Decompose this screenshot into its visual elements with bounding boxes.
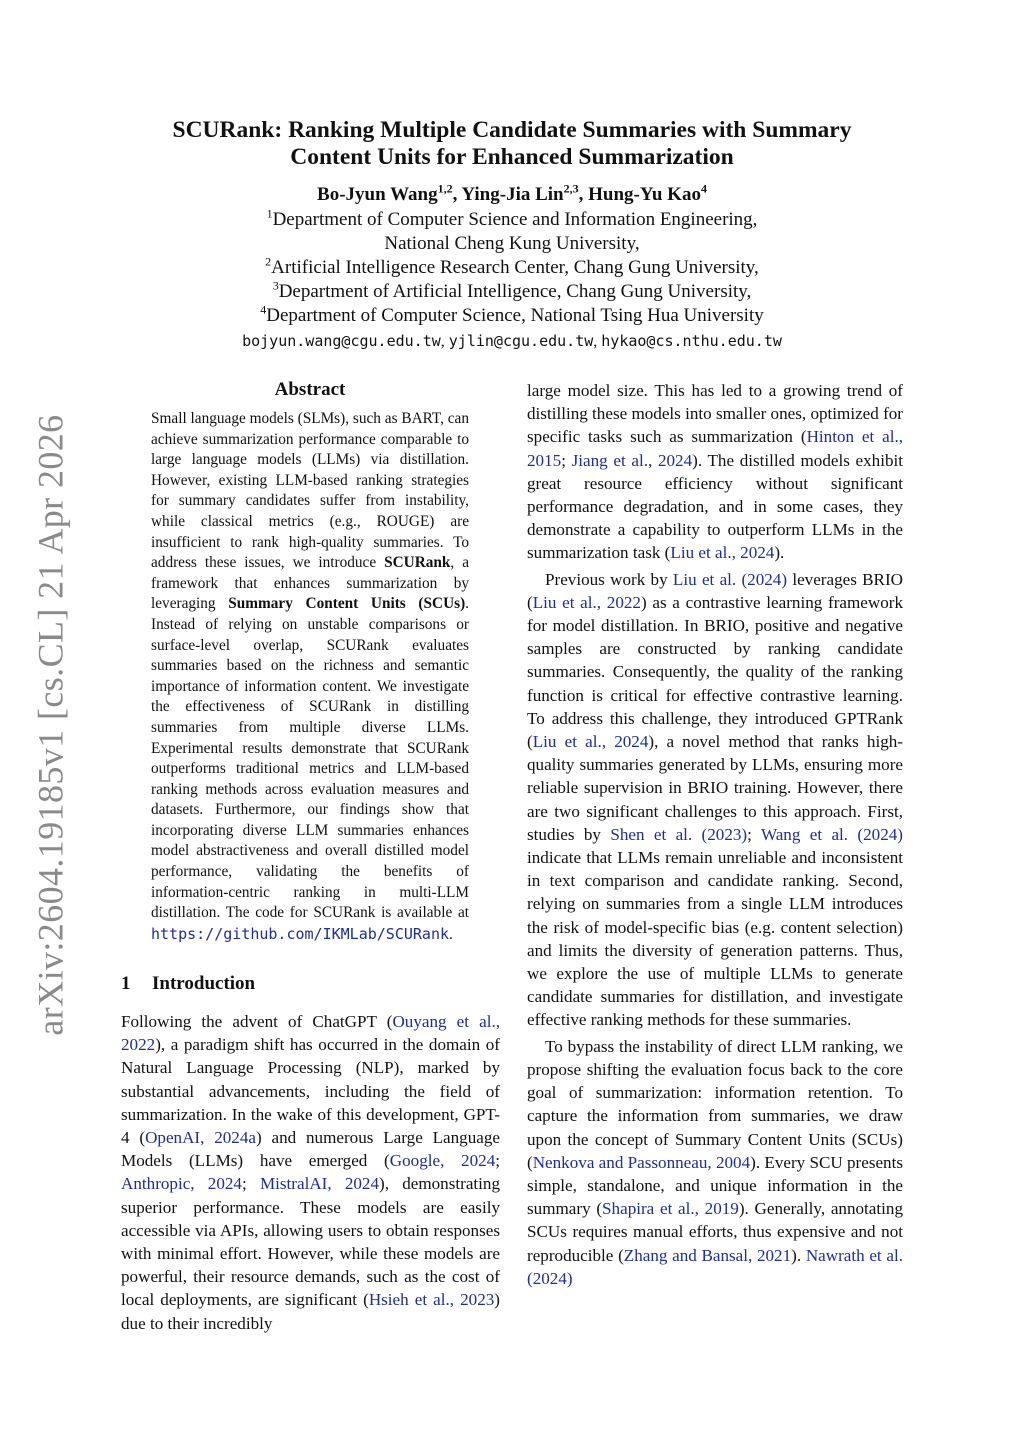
text-run: ). — [791, 1245, 806, 1265]
email[interactable]: bojyun.wang@cgu.edu.tw — [242, 332, 441, 350]
citation-link[interactable]: Liu et al., 2024 — [670, 543, 775, 563]
email[interactable]: yjlin@cgu.edu.tw — [448, 332, 594, 350]
intro-left-column — [121, 1010, 500, 1335]
text-run: ; — [747, 824, 761, 844]
citation-link[interactable]: Shapira et al., 2019 — [602, 1199, 739, 1219]
text-run: ) due to their incredibly — [121, 1290, 500, 1333]
citation-link[interactable]: Anthropic, 2024 — [121, 1174, 242, 1194]
citation-link[interactable]: OpenAI, 2024a — [145, 1128, 256, 1148]
citation-link[interactable]: Hinton et al., 2015 — [527, 427, 904, 470]
text-run: ). Every SCU presents simple, standalone, and unique information in the summary ( — [527, 1152, 904, 1219]
bold-term: SCURank — [384, 554, 451, 572]
section-heading — [121, 973, 255, 995]
text-run: ), demonstrating superior performance. These models are easily accessible via APIs, allowing users to obtain responses with minimal effort. However, while these models are powerful, their resource demands, such as the cost of local deployments, are significant ( — [121, 1174, 500, 1310]
paragraph — [121, 1010, 500, 1335]
arxiv-identifier — [20, 414, 82, 1036]
paragraph — [527, 1035, 903, 1290]
text-run: large model size. This has led to a growing trend of distilling these models into smaller ones, optimized for specific tasks such as summarization ( — [527, 381, 904, 447]
text-run: ), a paradigm shift has occurred in the domain of Natural Language Processing (NLP), marked by substantial advancements, including the field of summarization. In the wake of this development, GPT-4 ( — [121, 1035, 500, 1148]
citation-link[interactable]: Wang et al. (2024) — [760, 824, 903, 844]
text-run: Previous work by — [545, 569, 673, 589]
author: Ying-Jia Lin$^{2,3}$, — [461, 181, 589, 205]
paper-title-line-2: Content Units for Enhanced Summarization — [290, 144, 734, 170]
affiliation-list — [100, 208, 924, 328]
citation-link[interactable]: Nawrath et al. (2024) — [527, 1245, 903, 1288]
affiliation: $^4$Department of Computer Science, National Tsing Hua University — [260, 302, 764, 326]
paragraph — [527, 568, 903, 1032]
bold-term: Summary Content Units (SCUs) — [228, 595, 466, 613]
section-number: 1 — [121, 973, 131, 994]
citation-link[interactable]: Google, 2024 — [389, 1151, 496, 1171]
citation-link[interactable]: Liu et al. (2024) — [672, 569, 788, 589]
paragraph — [527, 379, 903, 565]
text-run: indicate that LLMs remain unreliable and inconsistent in text comparison and candidate ranking. Second, relying on summaries from a single LLM introduces the risk of model-specific bias (e.g. content selection) and limits the diversity of generation patterns. Thus, we explore the use of multiple LLMs to generate candidate summaries for distillation, and investigate effective ranking methods for these summaries. — [527, 848, 903, 1030]
author: Hung-Yu Kao$^4$ — [588, 181, 707, 205]
text-run: ). The distilled models exhibit great resource efficiency without significant performance degradation, and in some cases, they demonstrate a capability to outperform LLMs in the summarization task ( — [527, 450, 904, 563]
email[interactable]: hykao@cs.nthu.edu.tw — [601, 332, 782, 350]
text-run: leverages BRIO ( — [527, 569, 903, 612]
affiliation: $^3$Department of Artificial Intelligence, Chang Gung University, — [272, 278, 752, 302]
text-run: ) as a contrastive learning framework for model distillation. In BRIO, positive and negative samples are constructed by ranking candidate summaries. Consequently, the quality of the ranking function is critical for effective contrastive learning. To address this challenge, they introduced GPTRank ( — [527, 592, 903, 752]
affiliation: $^2$Artificial Intelligence Research Center, Chang Gung University, — [265, 254, 759, 278]
text-run: ; — [241, 1174, 260, 1194]
code-url-link[interactable]: https://github.com/IKMLab/SCURank — [151, 924, 450, 943]
email-list: bojyun.wang@cgu.edu.tw, yjlin@cgu.edu.tw, hykao@cs.nthu.edu.tw — [242, 332, 782, 350]
author: Bo-Jyun Wang$^{1,2}$, — [317, 181, 462, 205]
arxiv-identifier-text: arXiv:2604.19185v1 [cs.CL] 21 Apr 2026 — [31, 414, 72, 1036]
citation-link[interactable]: Liu et al., 2024 — [532, 732, 649, 752]
affiliation: National Cheng Kung University, — [384, 233, 640, 254]
text-run: , a framework that enhances summarization by leveraging — [151, 554, 469, 613]
intro-right-column — [527, 379, 903, 1293]
text-run: To bypass the instability of direct LLM ranking, we propose shifting the evaluation focus back to the core goal of summarization: information retention. To capture the information from summaries, we draw upon the concept of Summary Content Units (SCUs) ( — [527, 1036, 903, 1172]
author-list — [100, 183, 924, 207]
citation-link[interactable]: Shen et al. (2023) — [610, 824, 748, 844]
text-run: ), a novel method that ranks high-quality summaries generated by LLMs, ensuring more reliable supervision in BRIO training. However, there are two significant challenges to this approach. First, studies by — [527, 732, 904, 844]
citation-link[interactable]: Zhang and Bansal, 2021 — [623, 1245, 792, 1265]
citation-link[interactable]: Ouyang et al., 2022 — [121, 1012, 500, 1055]
text-run: ). — [774, 543, 785, 563]
affiliation: $^1$Department of Computer Science and Information Engineering, — [266, 206, 758, 230]
citation-link[interactable]: Jiang et al., 2024 — [571, 450, 693, 470]
text-run: ; — [561, 450, 572, 470]
section-title: Introduction — [152, 973, 256, 994]
text-run: . — [449, 925, 453, 943]
text-run: ) and numerous Large Language Models (LLMs) have emerged ( — [121, 1128, 500, 1171]
paper-title-line-1: SCURank: Ranking Multiple Candidate Summaries with Summary — [172, 117, 852, 143]
abstract-body — [151, 409, 469, 945]
text-run: Following the advent of ChatGPT ( — [121, 1012, 393, 1031]
text-run: ; — [495, 1151, 500, 1171]
text-run: . Instead of relying on unstable comparisons or surface-level overlap, SCURank evaluates summaries based on the richness and semantic importance of information content. We investigate the effectiveness of SCURank in distilling summaries from multiple diverse LLMs. Experimental results demonstrate that SCURank outperforms traditional metrics and LLM-based ranking methods across evaluation measures and datasets. Furthermore, our findings show that incorporating diverse LLM summaries enhances model abstractiveness and overall distilled model performance, validating the benefits of information-centric ranking in multi-LLM distillation. The code for SCURank is available at — [151, 595, 469, 922]
citation-link[interactable]: Hsieh et al., 2023 — [368, 1290, 495, 1310]
citation-link[interactable]: MistralAI, 2024 — [259, 1174, 380, 1194]
citation-link[interactable]: Liu et al., 2022 — [532, 592, 641, 612]
text-run: Small language models (SLMs), such as BART, can achieve summarization performance comparable to large language models (LLMs) via distillation. However, existing LLM-based ranking strategies for summary candidates suffer from instability, while classical metrics (e.g., ROUGE) are insufficient to rank high-quality summaries. To address these issues, we introduce — [151, 410, 469, 572]
citation-link[interactable]: Nenkova and Passonneau, 2004 — [532, 1152, 751, 1172]
abstract-heading: Abstract — [274, 379, 346, 400]
paper-title — [100, 117, 924, 171]
text-run: ). Generally, annotating SCUs requires manual efforts, thus expensive and not reproducible ( — [527, 1199, 903, 1265]
